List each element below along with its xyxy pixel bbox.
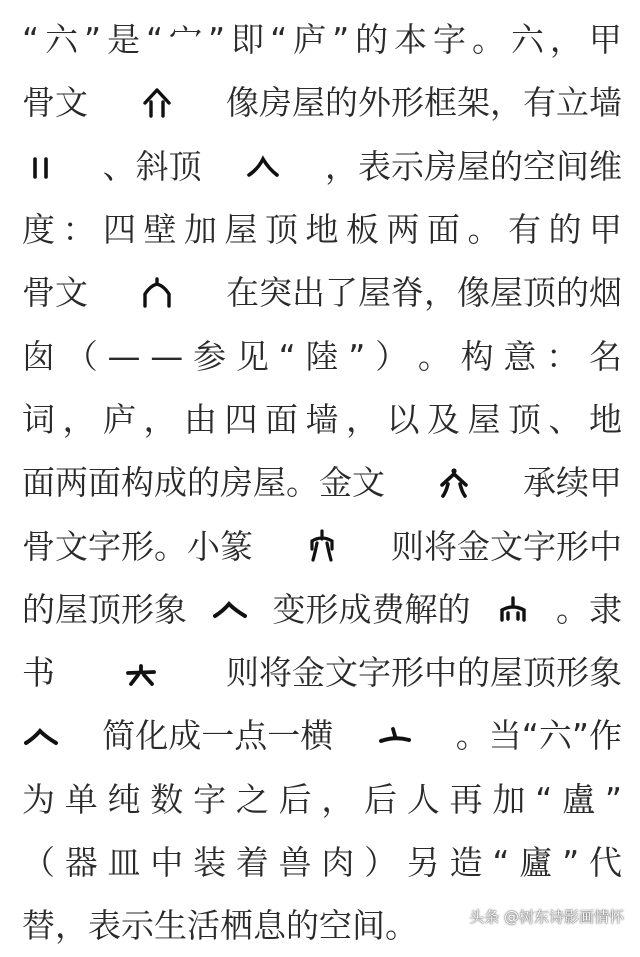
text-char: 四 — [224, 399, 258, 439]
text-char: 盧 — [562, 779, 596, 819]
text-char: ， — [321, 779, 355, 819]
text-char: 屋 — [467, 399, 501, 439]
text-segment: 。隶 — [556, 589, 622, 629]
clerical-six-icon — [124, 656, 158, 690]
text-segment: 、斜顶 — [102, 146, 202, 186]
text-char: 及 — [427, 399, 460, 439]
text-segment: 像房屋的外形框架，有立墙 — [226, 83, 622, 123]
text-segment: 面两面构成的房屋。金文 — [22, 463, 385, 503]
text-char: 地 — [305, 210, 339, 250]
text-segment: 变形成费解的 — [272, 589, 471, 629]
text-char: 肉 — [321, 843, 355, 882]
text-char: 屋 — [224, 210, 258, 250]
text-char: ， — [62, 399, 96, 439]
text-char: （ — [64, 336, 98, 376]
text-char: 皿 — [107, 843, 141, 882]
text-char: 有 — [508, 210, 541, 250]
text-char: 后 — [278, 779, 312, 819]
text-line — [22, 641, 622, 704]
text-line — [22, 451, 622, 514]
text-char: 六 — [510, 20, 544, 60]
text-segment: 书 — [22, 653, 55, 693]
text-line — [22, 578, 622, 641]
text-char: 单 — [64, 779, 98, 819]
text-char: 囱 — [22, 336, 55, 376]
text-char: 。 — [417, 336, 451, 376]
text-char: 中 — [150, 843, 184, 882]
text-line — [22, 514, 622, 577]
text-char: 顶 — [508, 399, 541, 439]
text-char: 另 — [406, 843, 440, 882]
text-char: — — [150, 336, 184, 376]
seal-six-icon — [305, 529, 339, 563]
text-char: “ — [270, 20, 288, 60]
text-char: 板 — [346, 210, 379, 250]
text-char: （ — [22, 843, 55, 882]
text-char: ： — [62, 210, 96, 250]
text-line — [22, 388, 622, 451]
text-char: “ — [22, 20, 40, 60]
text-line — [22, 71, 622, 134]
text-char: 是 — [107, 20, 141, 60]
text-segment: ，表示房屋的空间维 — [324, 146, 622, 186]
text-char: 壁 — [143, 210, 177, 250]
text-char: 墙 — [305, 399, 339, 439]
text-segment: 替，表示生活栖息的空间。 — [22, 906, 418, 946]
text-char: 廬 — [519, 843, 553, 882]
text-char: 宀 — [169, 20, 203, 60]
text-char: 加 — [492, 779, 526, 819]
text-char: 着 — [235, 843, 269, 882]
text-line — [22, 704, 622, 767]
watermark: 头条 @树东诗影画情怀 — [469, 908, 624, 926]
text-segment: 骨文 — [22, 83, 88, 123]
text-line — [22, 768, 622, 831]
text-char: 后 — [364, 779, 398, 819]
walls-icon — [24, 149, 58, 183]
text-line — [22, 8, 622, 71]
text-char: 地 — [589, 399, 622, 439]
text-char: 兽 — [278, 843, 312, 882]
text-char: 见 — [235, 336, 269, 376]
text-line — [22, 261, 622, 324]
text-char: 六 — [45, 20, 79, 60]
text-char: 代 — [588, 843, 622, 882]
text-segment: 则将金文字形中的屋顶形象 — [226, 653, 622, 693]
roof-shape-icon — [24, 719, 58, 753]
text-segment: 简化成一点一横 — [102, 716, 334, 756]
article-body — [22, 8, 622, 957]
text-char: 度 — [22, 210, 55, 250]
text-char: ， — [143, 399, 177, 439]
text-char: 意 — [503, 336, 537, 376]
roof-icon — [246, 149, 280, 183]
text-char: 庐 — [293, 20, 327, 60]
text-char: 庐 — [103, 399, 136, 439]
text-char: ” — [562, 843, 580, 882]
text-char: ” — [84, 20, 102, 60]
bronze-six-icon — [437, 466, 471, 500]
text-char: “ — [146, 20, 164, 60]
text-char: “ — [278, 336, 296, 376]
text-char: 装 — [193, 843, 227, 882]
text-segment: 承续甲 — [523, 463, 622, 503]
text-char: ” — [332, 20, 350, 60]
oracle-ridge-icon — [140, 276, 174, 310]
text-char: 人 — [406, 779, 440, 819]
text-char: 两 — [386, 210, 420, 250]
text-char: “ — [492, 843, 510, 882]
text-segment: 骨文字形。小篆 — [22, 526, 253, 566]
text-char: ” — [604, 779, 622, 819]
text-char: 以 — [386, 399, 420, 439]
text-char: 参 — [193, 336, 227, 376]
text-char: 即 — [231, 20, 265, 60]
text-char: 字 — [433, 20, 467, 60]
text-char: 。 — [467, 210, 501, 250]
text-char: 构 — [460, 336, 494, 376]
text-char: ” — [208, 20, 226, 60]
text-char: 。 — [472, 20, 505, 60]
text-segment: 。当“六”作 — [455, 716, 622, 756]
text-char: 名 — [588, 336, 622, 376]
text-char: 加 — [184, 210, 217, 250]
roof-shape-icon — [213, 592, 247, 626]
text-segment: 骨文 — [22, 273, 88, 313]
text-char: 之 — [235, 779, 269, 819]
text-segment: 在突出了屋脊，像屋顶的烟 — [226, 273, 622, 313]
text-line — [22, 324, 622, 387]
seal-roof-icon — [496, 592, 530, 626]
text-char: 本 — [394, 20, 428, 60]
text-char: “ — [535, 779, 553, 819]
text-char: 词 — [22, 399, 55, 439]
text-char: 甲 — [589, 210, 622, 250]
text-segment: 则将金文字形中 — [391, 526, 622, 566]
text-char: 造 — [449, 843, 483, 882]
text-char: 、 — [548, 399, 582, 439]
text-char: 面 — [427, 210, 460, 250]
text-char: 的 — [548, 210, 582, 250]
text-line — [22, 135, 622, 198]
text-char: ， — [549, 20, 583, 60]
text-char: 陸 — [305, 336, 339, 376]
text-line — [22, 831, 622, 894]
text-char: 面 — [265, 399, 298, 439]
text-char: 数 — [150, 779, 184, 819]
text-char: 器 — [64, 843, 98, 882]
text-char: ， — [346, 399, 379, 439]
text-char: ） — [375, 336, 409, 376]
text-char: 再 — [449, 779, 483, 819]
text-char: 纯 — [107, 779, 141, 819]
text-char: 由 — [184, 399, 217, 439]
text-char: — — [107, 336, 141, 376]
dot-stroke-icon — [378, 719, 412, 753]
text-char: 甲 — [588, 20, 622, 60]
text-char: 为 — [22, 779, 55, 819]
text-char: 的 — [355, 20, 389, 60]
text-char: 顶 — [265, 210, 298, 250]
text-segment: 的屋顶形象 — [22, 589, 187, 629]
text-char: 四 — [103, 210, 136, 250]
text-char: ） — [364, 843, 398, 882]
text-char: ” — [348, 336, 366, 376]
oracle-six-icon — [140, 86, 174, 120]
text-line — [22, 198, 622, 261]
text-char: 字 — [193, 779, 227, 819]
text-char: ： — [546, 336, 580, 376]
